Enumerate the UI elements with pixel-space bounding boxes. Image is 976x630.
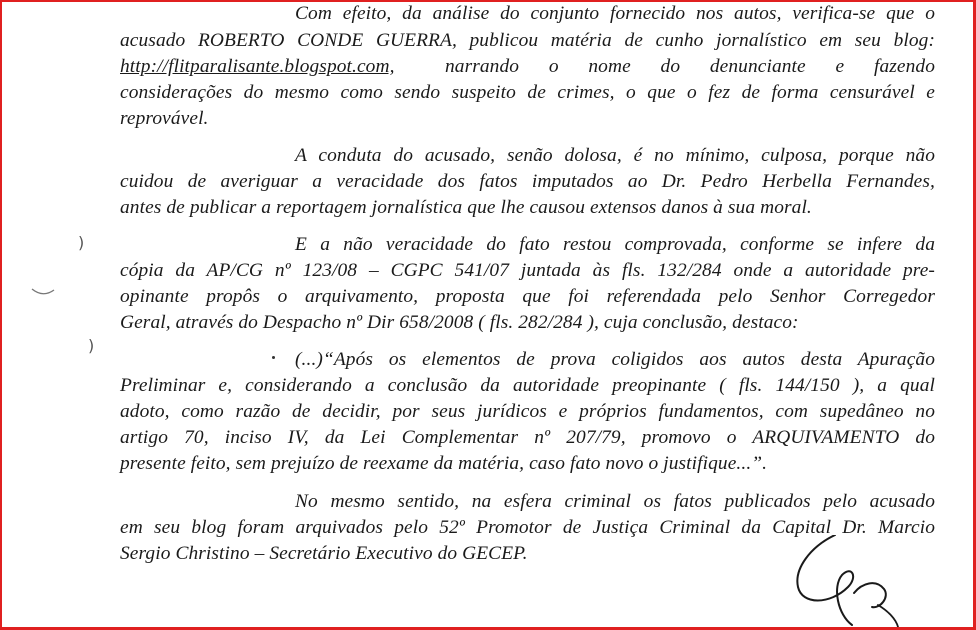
p1-line1: Com efeito, da análise do conjunto fornecido nos autos, verifica-se que o [295,3,935,24]
p3-line2: cópia da AP/CG nº 123/08 – CGPC 541/07 juntada às fls. 132/284 onde a autoridade pre- [120,260,935,281]
p3-line4: Geral, através do Despacho nº Dir 658/2008 ( fls. 282/284 ), cuja conclusão, destaco: [120,312,799,333]
p4-line2: Preliminar e, considerando a conclusão da autoridade preopinante ( fls. 144/150 ), a qual [120,375,935,396]
p1-line4: considerações do mesmo como sendo suspeito de crimes, o que o fez de forma censurável e [120,82,935,103]
scan-dot [272,356,275,359]
blog-url[interactable]: http://flitparalisante.blogspot.com, [120,56,395,77]
punch-mark-top: ) [78,233,85,252]
p1-line3-url [120,57,395,76]
p1-line3-rest: narrando o nome do denunciante e fazendo [445,56,935,77]
p4-line5: presente feito, sem prejuízo de reexame da matéria, caso fato novo o justifique...”. [120,453,768,474]
p3-line1: E a não veracidade do fato restou comprovada, conforme se infere da [295,234,935,255]
p4-line4: artigo 70, inciso IV, da Lei Complementar nº 207/79, promovo o ARQUIVAMENTO do [120,427,935,448]
signature [780,535,920,627]
punch-hole-arc [30,286,56,298]
p1-line2: acusado ROBERTO CONDE GUERRA, publicou matéria de cunho jornalístico em seu blog: [120,30,935,51]
p2-line2: cuidou de averiguar a veracidade dos fatos imputados ao Dr. Pedro Herbella Fernandes, [120,171,935,192]
p2-line3: antes de publicar a reportagem jornalística que lhe causou extensos danos à sua moral. [120,197,812,218]
p3-line3: opinante propôs o arquivamento, proposta que foi referendada pelo Senhor Corregedor [120,286,935,307]
punch-mark-bottom: ) [88,336,95,355]
p5-line1: No mesmo sentido, na esfera criminal os fatos publicados pelo acusado [295,491,935,512]
p4-line3: adoto, como razão de decidir, por seus jurídicos e próprios fundamentos, com supedâneo no [120,401,935,422]
p5-line2: em seu blog foram arquivados pelo 52º Promotor de Justiça Criminal da Capital Dr. Marcio [120,517,935,538]
p4-line1: (...)“Após os elementos de prova coligidos aos autos desta Apuração [295,349,935,370]
p2-line1: A conduta do acusado, senão dolosa, é no mínimo, culposa, porque não [295,145,935,166]
p5-line3: Sergio Christino – Secretário Executivo do GECEP. [120,543,528,564]
p1-line5: reprovável. [120,108,209,129]
